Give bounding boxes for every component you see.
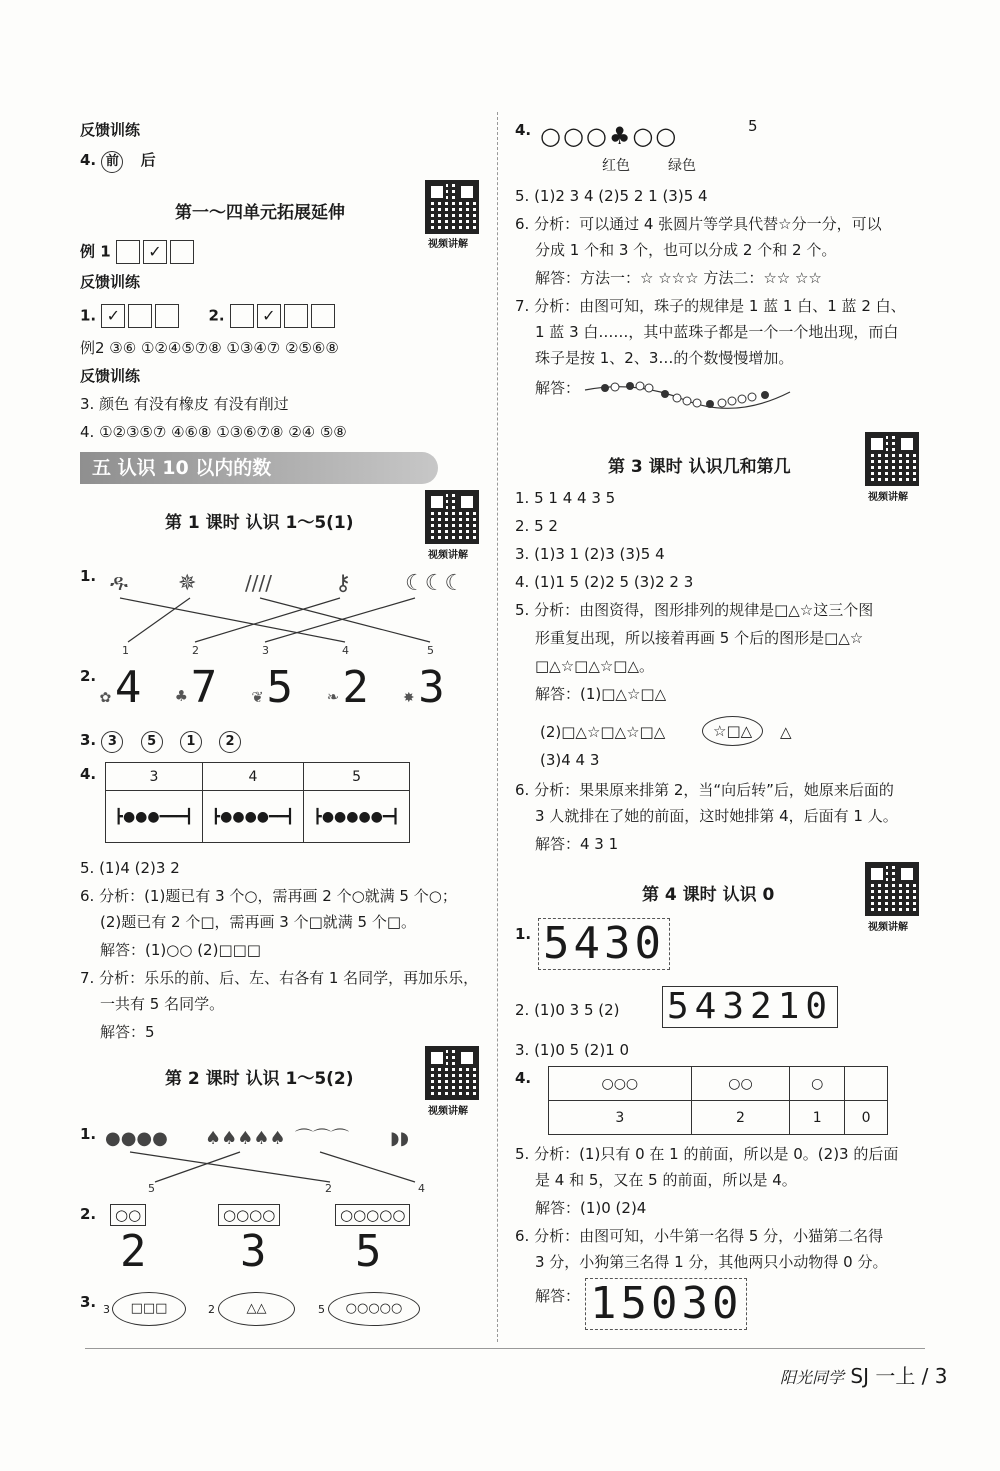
oval-shapes: ○○○○○	[328, 1292, 420, 1326]
abacus-drawing: ┣●●●━━━┫	[106, 791, 203, 843]
l4-q4-label: 4.	[515, 1069, 532, 1087]
oval-number: 2	[208, 1303, 215, 1316]
l3-q3: 3. (1)3 1 (2)3 (3)5 4	[515, 545, 665, 563]
l2-q1-label: 1.	[80, 1125, 97, 1143]
r-q4-label: 4.	[515, 121, 532, 139]
traced-digit-4: 4	[114, 662, 146, 713]
count-box-5: ○○○○○	[335, 1204, 410, 1226]
matching-diagram-1	[100, 562, 465, 657]
pineapple-icon: ✵	[178, 571, 197, 596]
l1-q7a: 7. 分析：乐乐的前、后、左、右各有 1 名同学，再加乐乐，	[80, 969, 479, 987]
circled-answer: 5	[141, 731, 163, 753]
apple-row-icons: ○○○♣○○	[540, 122, 679, 150]
tree-icon: ♣	[175, 686, 191, 707]
leaf-icon: ❧	[327, 686, 343, 707]
l1-q4-label: 4.	[80, 765, 97, 783]
checked-box: ✓	[101, 304, 125, 328]
abacus-count: 4	[202, 763, 303, 791]
lesson-4-title: 第 4 课时 认识 0	[642, 885, 775, 905]
pear-group-icon: ♠♠♠♠♠	[205, 1128, 286, 1149]
oval-shapes: □□□	[112, 1292, 186, 1326]
count-value: 0	[845, 1101, 888, 1135]
r-q7b: 1 蓝 3 白……，其中蓝珠子都是一个一个地出现，而白	[535, 323, 899, 341]
mushroom-group-icon: ⌒⌒⌒	[295, 1128, 349, 1149]
count-value: 2	[691, 1101, 790, 1135]
r-q4-red: 红色	[602, 158, 630, 174]
l1-q3	[80, 730, 253, 753]
answer-back: 后	[140, 151, 156, 169]
matching-diagram-2	[100, 1120, 450, 1195]
l3-q5e-tail: △	[780, 723, 792, 741]
l3-q1: 1. 5 1 4 4 3 5	[515, 489, 616, 507]
answer-box	[116, 240, 140, 264]
answer-box	[311, 304, 335, 328]
l1-q2-label: 2.	[80, 667, 97, 685]
fb-q2-label: 2.	[208, 306, 225, 325]
l3-q5d: 解答：(1)□△☆□△	[535, 685, 667, 703]
count-cell: ○	[790, 1067, 845, 1101]
l4-q3: 3. (1)0 5 (2)1 0	[515, 1041, 630, 1059]
abacus-table	[105, 762, 410, 843]
qr-code-icon[interactable]	[865, 432, 919, 486]
match-num-2: 2	[192, 644, 199, 657]
count-box-3: ○○○○	[218, 1204, 280, 1226]
feedback-heading: 反馈训练	[80, 121, 141, 139]
l3-q4: 4. (1)1 5 (2)2 5 (3)2 2 3	[515, 573, 694, 591]
qr-code-icon[interactable]	[865, 862, 919, 916]
qr-code-icon[interactable]	[425, 1046, 479, 1100]
q4-label	[80, 150, 156, 173]
l4-q5c: 解答：(1)0 (2)4	[535, 1199, 647, 1217]
l1-q1-label: 1.	[80, 567, 97, 585]
carrot-group-icon: ////	[245, 571, 272, 595]
traced-digits-5430: 5430	[538, 918, 670, 970]
abacus-count: 3	[106, 763, 203, 791]
feedback-heading-2: 反馈训练	[80, 273, 141, 291]
l2-q2-label: 2.	[80, 1205, 97, 1223]
l4-q1-label: 1.	[515, 925, 532, 943]
column-divider	[497, 112, 498, 1342]
qr-label: 视频讲解	[868, 492, 908, 503]
l3-q5f: (3)4 4 3	[540, 751, 600, 769]
answer-box	[170, 240, 194, 264]
example-1-label: 例 1	[80, 242, 111, 261]
l3-q5c: □△☆□△☆□△。	[535, 657, 655, 675]
qr-code-icon[interactable]	[425, 180, 479, 234]
example-2: 例2 ③⑥ ①②④⑤⑦⑧ ①③④⑦ ②⑤⑥⑧	[80, 339, 339, 357]
matching-lines	[120, 598, 430, 642]
qr-label: 视频讲解	[428, 1106, 468, 1117]
l1-q6a: 6. 分析：(1)题已有 3 个○，需再画 2 个○就满 5 个○；	[80, 887, 457, 905]
abacus-drawing: ┣●●●●━━┫	[202, 791, 303, 843]
section-title-unit-1-4: 第一～四单元拓展延伸	[175, 203, 345, 223]
traced-digit-2: 2	[342, 662, 373, 713]
lesson-1-title: 第 1 课时 认识 1～5(1)	[165, 513, 354, 533]
banana-icon: ☾☾☾	[405, 571, 465, 596]
bird-icon: ❦	[251, 686, 267, 707]
traced-digit-5: 5	[266, 662, 298, 713]
key-icon: ⚷	[335, 571, 352, 596]
r-q6b: 分成 1 个和 3 个，也可以分成 2 个和 2 个。	[535, 241, 837, 259]
matching-lines	[130, 1152, 415, 1182]
unit-5-banner: 五 认识 10 以内的数	[80, 452, 438, 484]
match-num-1: 1	[122, 644, 129, 657]
r-q5: 5. (1)2 3 4 (2)5 2 1 (3)5 4	[515, 187, 708, 205]
traced-digit-3: 3	[418, 662, 449, 713]
answer-circle-front: 前	[101, 151, 123, 173]
circled-answer: 1	[180, 731, 202, 753]
circled-answer: 2	[219, 731, 241, 753]
answer-box	[128, 304, 152, 328]
match-num-4: 4	[342, 644, 349, 657]
l3-q6a: 6. 分析：果果原来排第 2，当“向后转”后，她原来后面的	[515, 781, 894, 799]
feedback-q1-q2	[80, 304, 338, 328]
count-cell: ○○	[691, 1067, 790, 1101]
l4-q5a: 5. 分析：(1)只有 0 在 1 的前面，所以是 0。(2)3 的后面	[515, 1145, 899, 1163]
l4-q5b: 是 4 和 5，又在 5 的前面，所以是 4。	[535, 1171, 797, 1189]
traced-digit-3: 3	[240, 1226, 271, 1277]
brand-logo: 阳光同学	[780, 1368, 845, 1387]
r-q6a: 6. 分析：可以通过 4 张圆片等学具代替☆分一分，可以	[515, 215, 882, 233]
qr-label: 视频讲解	[428, 239, 468, 250]
flower-icon: ✿	[100, 686, 115, 707]
feedback-heading-3: 反馈训练	[80, 367, 141, 385]
oval-shapes: △△	[218, 1292, 295, 1326]
match-num-5: 5	[427, 644, 434, 657]
l1-q7b: 一共有 5 名同学。	[100, 995, 225, 1013]
lesson-3-title: 第 3 课时 认识几和第几	[608, 457, 791, 477]
fb3-q3: 3. 颜色 有没有橡皮 有没有削过	[80, 395, 289, 413]
traced-digits-15030: 15030	[585, 1278, 747, 1330]
traced-digit-2: 2	[120, 1226, 151, 1277]
abacus-count: 5	[304, 763, 410, 791]
circled-answer: 3	[101, 731, 123, 753]
count-value: 3	[549, 1101, 692, 1135]
traced-digit-7: 7	[190, 662, 222, 713]
count-table	[548, 1066, 888, 1135]
l4-q6a: 6. 分析：由图可知，小牛第一名得 5 分，小猫第二名得	[515, 1227, 884, 1245]
fruit-row-icons	[110, 571, 464, 596]
qr-code-icon[interactable]	[425, 490, 479, 544]
qr-label: 视频讲解	[868, 922, 908, 933]
checked-box: ✓	[257, 304, 281, 328]
l4-q6b: 3 分，小狗第三名得 1 分，其他两只小动物得 0 分。	[535, 1253, 888, 1271]
r-q6c: 解答：方法一：☆ ☆☆☆ 方法二：☆☆ ☆☆	[535, 269, 822, 287]
oval-number: 5	[318, 1303, 325, 1316]
l3-q6b: 3 人就排在了她的前面，这时她排第 4，后面有 1 人。	[535, 807, 898, 825]
page-number: SJ 一上 / 3	[850, 1364, 948, 1388]
l1-q3-label: 3.	[80, 731, 97, 749]
r-q4-green: 绿色	[668, 158, 696, 174]
answer-box	[230, 304, 254, 328]
traced-digits-543210: 543210	[662, 986, 838, 1028]
match-num-4: 4	[418, 1182, 425, 1195]
qr-label: 视频讲解	[428, 550, 468, 561]
example-1	[80, 240, 197, 264]
l1-q5: 5. (1)4 (2)3 2	[80, 859, 180, 877]
bug-icon: ✸	[403, 686, 419, 707]
count-cell: ○○○	[549, 1067, 692, 1101]
count-value: 1	[790, 1101, 845, 1135]
l3-q5b: 形重复出现，所以接着再画 5 个后的图形是□△☆	[535, 629, 864, 647]
checked-box: ✓	[143, 240, 167, 264]
watermelon-group-icon: ◗◗	[390, 1128, 409, 1149]
strawberry-group-icon: ●●●●	[105, 1128, 168, 1149]
footer-rule	[85, 1348, 925, 1349]
l1-q6b: (2)题已有 2 个□，需再画 3 个□就满 5 个□。	[100, 913, 417, 931]
r-q7c: 珠子是按 1、2、3…的个数慢慢增加。	[535, 349, 794, 367]
l3-q2: 2. 5 2	[515, 517, 558, 535]
match-num-3: 3	[262, 644, 269, 657]
l1-q7c: 解答：5	[100, 1023, 155, 1041]
answer-box	[155, 304, 179, 328]
match-num-2: 2	[325, 1182, 332, 1195]
count-box-2: ○○	[110, 1204, 146, 1226]
circled-shapes-oval: ☆□△	[702, 716, 763, 746]
lesson-2-title: 第 2 课时 认识 1～5(2)	[165, 1069, 354, 1089]
q4-number: 4.	[80, 151, 97, 169]
traced-digits-row-1	[100, 662, 449, 713]
r-q7a: 7. 分析：由图可知，珠子的规律是 1 蓝 1 白、1 蓝 2 白、	[515, 297, 906, 315]
bead-string-drawing	[585, 378, 795, 418]
match-num-5: 5	[148, 1182, 155, 1195]
answer-box	[284, 304, 308, 328]
count-cell	[845, 1067, 888, 1101]
rabbit-group-icon: ዱ	[110, 571, 128, 596]
r-q7d: 解答：	[535, 379, 581, 397]
page-footer	[780, 1360, 948, 1389]
l4-q2: 2. (1)0 3 5 (2)	[515, 1001, 620, 1019]
fb3-q4: 4. ①②③⑤⑦ ④⑥⑧ ①③⑥⑦⑧ ②④ ⑤⑧	[80, 423, 347, 441]
abacus-drawing: ┣●●●●●━┫	[304, 791, 410, 843]
l3-q6c: 解答：4 3 1	[535, 835, 619, 853]
l3-q5a: 5. 分析：由图资得，图形排列的规律是□△☆这三个图	[515, 601, 874, 619]
oval-number: 3	[103, 1303, 110, 1316]
r-q4-five: 5	[748, 117, 758, 135]
traced-digit-5: 5	[355, 1226, 386, 1277]
l2-q3-label: 3.	[80, 1293, 97, 1311]
fb-q1-label: 1.	[80, 306, 97, 325]
l4-q6c: 解答：	[535, 1287, 581, 1305]
l3-q5e: (2)□△☆□△☆□△	[540, 723, 666, 741]
l1-q6c: 解答：(1)○○ (2)□□□	[100, 941, 261, 959]
